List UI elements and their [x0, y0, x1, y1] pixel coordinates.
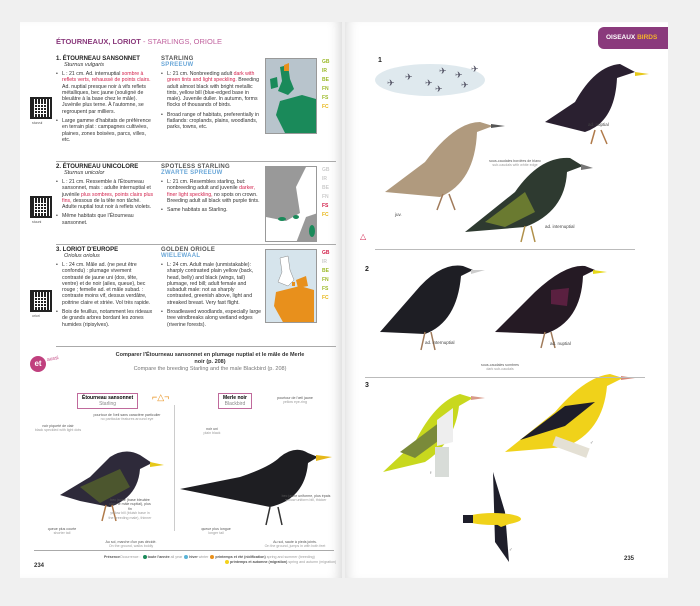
- divider: [56, 346, 336, 347]
- latin-name: Oriolus oriolus: [64, 253, 100, 259]
- svg-text:✈: ✈: [461, 80, 469, 90]
- plate-label: ad. nuptial: [550, 341, 571, 346]
- starling-nonbreeding: [465, 158, 593, 242]
- divider: [365, 377, 645, 378]
- distribution-map: [265, 166, 317, 242]
- species-name-fr: 2. ÉTOURNEAU UNICOLORE: [56, 164, 139, 170]
- annotation: noir uni plain black: [203, 427, 221, 436]
- latin-name: Sturnus unicolor: [64, 170, 105, 176]
- oriole-male: [505, 374, 635, 458]
- qr-label: oriori: [32, 314, 40, 318]
- species-name-fr: 3. LORIOT D'EUROPE: [56, 247, 119, 253]
- description-en: • L: 21 cm. Nonbreeding adult dark with green tints and light speckling. Breeding adult almost black with bright metallic tints, yellow bill (blue-edged base in male). Juvenile duller. In autumn, forms flocks of thousands of birds.: [161, 71, 261, 109]
- plate-note: sous-caudales bordées de blanc sub-caudals with white edge: [489, 159, 541, 168]
- description-fr: • L : 24 cm. Mâle ad. (ne peut être confondu) : plumage vivement contrasté de jaune uni (dos, tête, ventre) et de noir (ailes, queue), bec rouge ; femelle ad. et mâle subad. : contraste moins vif, dessus verdâtre, poitrine claire et striée. Vol très rapide.: [56, 262, 154, 306]
- annotation: queue plus longue longer tail: [201, 527, 231, 536]
- species-name-en: GOLDEN ORIOLE: [161, 247, 216, 253]
- annotation: Au sol, saute à pieds joints. On the ground, jumps in with both feet: [264, 540, 326, 549]
- species-entry-spotless-starling: [56, 164, 336, 244]
- country-codes: GB IR BE FN FS FC: [322, 250, 330, 301]
- species-entry-starling: [56, 56, 336, 161]
- svg-text:✈: ✈: [439, 66, 447, 76]
- plate-label: ♂: [509, 547, 513, 552]
- habitat-en: • Broad range of habitats, preferentially in flatlands: croplands, plains, woodlands, parks, towns, etc.: [161, 112, 261, 131]
- section-tab: OISEAUX BIRDS: [598, 27, 668, 49]
- plate-number: 3: [365, 382, 369, 389]
- qr-code[interactable]: [30, 97, 52, 119]
- habitat-en: • Broadleaved woodlands, especially large tree windbreaks along wetland edges (riverine forests).: [161, 309, 261, 328]
- qr-code[interactable]: [30, 196, 52, 218]
- country-codes: GB IR BE FN FS FC: [322, 167, 330, 218]
- qr-label: sturvul: [32, 121, 43, 125]
- plate-label: ♀: [429, 470, 433, 475]
- spotless-starling-breeding: [495, 266, 607, 348]
- page-title: ÉTOURNEAUX, LORIOT - STARLINGS, ORIOLE: [56, 37, 223, 46]
- page-number: 234: [34, 563, 45, 569]
- species-name-fr: 1. ÉTOURNEAU SANSONNET: [56, 56, 140, 62]
- annotation: bec jaune uniforme, plus épais yellow uniform bill, thicker: [281, 494, 331, 503]
- plate-label: juv.: [395, 212, 402, 217]
- plate-illustrations: [345, 22, 668, 562]
- habitat-en: • Same habitats as Starling.: [161, 207, 261, 213]
- annotation: pourtour de l'œil jaune yellow eye-ring: [277, 396, 313, 405]
- blackbird-illustration: [180, 450, 332, 525]
- habitat-fr: • Large gamme d'habitats de préférence en terrain plat : campagnes cultivées, plaines, zones boisées, parcs, villes, etc.: [56, 118, 154, 143]
- oriole-female: [383, 394, 485, 477]
- habitat-fr: • Même habitats que l'Étourneau sansonnet.: [56, 213, 154, 226]
- warning-icon: △: [360, 232, 367, 241]
- species-name-nl: WIELEWAAL: [161, 253, 201, 259]
- spotless-starling-nonbreeding: [380, 266, 485, 350]
- page-number: 235: [624, 556, 635, 562]
- plate-label: ♂: [590, 440, 594, 445]
- starling-label-box: Étourneau sansonnet Starling: [77, 393, 138, 409]
- divider: [375, 249, 635, 250]
- plate-label: ad. internuptial: [425, 340, 455, 345]
- plate-label: ad. internuptial: [545, 224, 575, 229]
- description-fr: • L : 21 cm. Ad. internuptial sombre à reflets verts, rehaussé de points clairs. Ad. nuptial presque noir à vifs reflets métalliques, bec jaune (souligné de bleuâtre à la base chez le mâle). Juvénile plus terne. À l'automne, se regroupent par milliers.: [56, 71, 154, 115]
- description-en: • L: 21 cm. Resembles starling, but: nonbreeding adult and juvenile darker, finer light speckling, no spots on crown. Breeding adult all black with purple tints.: [161, 179, 261, 204]
- svg-text:✈: ✈: [455, 70, 463, 80]
- blackbird-label-box: Merle noir Blackbird: [218, 393, 252, 409]
- plate-note: sous-caudales sombres dark sub-caudals: [481, 363, 519, 372]
- badge-word: aussi: [46, 355, 60, 363]
- starling-breeding: [545, 64, 649, 144]
- plate-label: ad. nuptial: [588, 122, 609, 127]
- plate-number: 1: [378, 57, 382, 64]
- habitat-fr: • Bois de feuillus, notamment les rideaux de grands arbres bordant les zones humides (ripisylves).: [56, 309, 154, 328]
- annotation: bec jaune (base bleuâtre chez le mâle nuptial), plus fin yellow bill (bluish base in the breeding male), thinner: [108, 498, 152, 520]
- warning-icon: ⌐△¬: [152, 392, 170, 402]
- annotation: noir piqueté de clair black speckled with light dots: [34, 424, 82, 433]
- annotation: queue plus courte shorter tail: [47, 527, 77, 536]
- country-codes: GB IR BE FN FS FC: [322, 59, 330, 110]
- annotation: Au sol, marche d'un pas décidé. On the ground, walks boldly: [105, 540, 157, 549]
- left-page: [20, 22, 342, 578]
- plate-number: 2: [365, 266, 369, 273]
- compare-heading: Comparer l'Étourneau sansonnet en plumage nuptial et le mâle de Merle noir (p. 208) Compare the breeding Starling and the male Blackbird (p. 208): [115, 352, 305, 372]
- divider: [56, 161, 336, 162]
- species-name-en: SPOTLESS STARLING: [161, 164, 230, 170]
- description-fr: • L : 21 cm. Ressemble à l'Étourneau sansonnet, mais : adulte internuptial et juvénile plus sombres, points clairs plus fins, dessous de la tête non tâché. Adulte nuptial tout noir à reflets violets.: [56, 179, 154, 210]
- distribution-map: [265, 58, 317, 134]
- svg-text:✈: ✈: [471, 64, 479, 74]
- svg-text:✈: ✈: [435, 84, 443, 94]
- qr-label: stuuni: [32, 220, 42, 224]
- species-name-en: STARLING: [161, 56, 194, 62]
- species-name-nl: ZWARTE SPREEUW: [161, 170, 223, 176]
- page-footer: [34, 550, 337, 572]
- divider: [56, 244, 336, 245]
- annotation: pourtour de l'œil sans caractère particulier no particular features around eye: [93, 413, 161, 422]
- species-entry-golden-oriole: [56, 247, 336, 347]
- species-name-nl: SPREEUW: [161, 62, 194, 68]
- et-aussi-badge: et: [30, 356, 46, 372]
- right-page: [345, 22, 668, 578]
- svg-text:✈: ✈: [387, 78, 395, 88]
- distribution-map: [265, 249, 317, 323]
- qr-code[interactable]: [30, 290, 52, 312]
- occurrence-legend: PrésenceOccurrence : toute l'année all year hiver winter printemps et été (nidification) spring and summer (breeding) printemps et automne (migration) spring and autumn (migration): [104, 555, 337, 564]
- svg-text:✈: ✈: [405, 72, 413, 82]
- latin-name: Sturnus vulgaris: [64, 62, 105, 68]
- description-en: • L: 24 cm. Adult male (unmistakable): sharply contrasted plain yellow (back, head, belly) and black (wings, tail) plumage, red bill; adult female and subadult male: not as sharply contrasted, greenish above, light and streaked breast. Very fast flight.: [161, 262, 261, 306]
- svg-text:✈: ✈: [425, 78, 433, 88]
